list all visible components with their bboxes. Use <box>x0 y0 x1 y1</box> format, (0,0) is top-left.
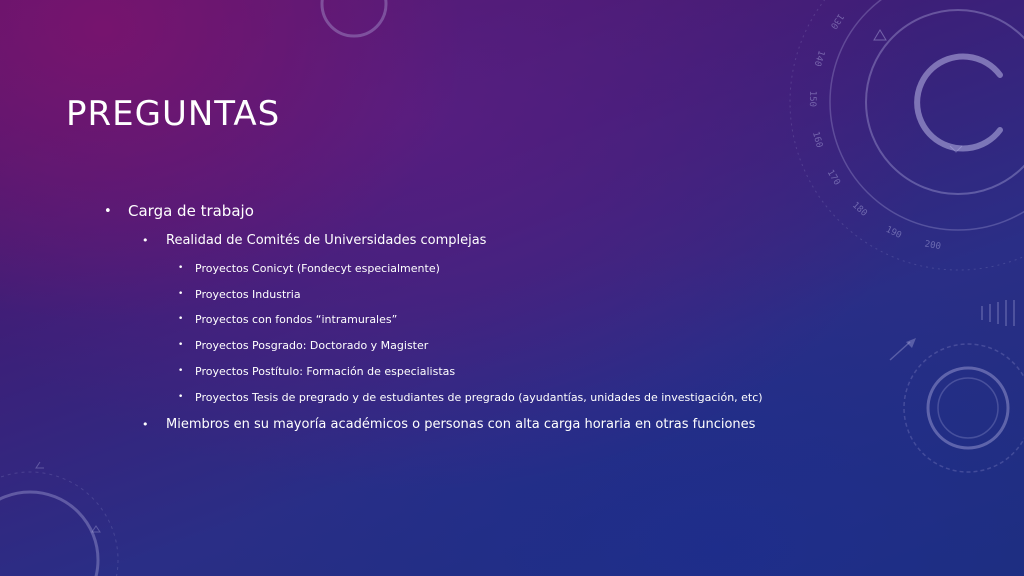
bullet-level1-item <box>104 202 254 220</box>
bullet-marker: • <box>104 204 112 219</box>
bullet-level3-item <box>178 391 763 404</box>
dial-tick-label: 170 <box>824 168 842 188</box>
bullet-text: Proyectos Conicyt (Fondecyt especialmente) <box>195 262 440 275</box>
bullet-text: Proyectos con fondos “intramurales” <box>195 313 398 326</box>
dial-tick-label: 160 <box>809 130 824 149</box>
bullet-marker: • <box>142 418 149 431</box>
bullet-text: Carga de trabajo <box>128 202 254 220</box>
dial-tick-label: 180 <box>849 200 869 219</box>
bullet-text: Proyectos Postítulo: Formación de especialistas <box>195 365 456 378</box>
bullet-level2-item <box>142 233 487 248</box>
bullet-marker: • <box>178 392 184 402</box>
bullet-text: Proyectos Posgrado: Doctorado y Magister <box>195 339 429 352</box>
bullet-text: Proyectos Tesis de pregrado y de estudiantes de pregrado (ayudantías, unidades de investigación, etc) <box>195 391 763 404</box>
bullet-marker: • <box>178 263 184 273</box>
bullet-level3-item <box>178 262 440 275</box>
bullet-level3-item <box>178 339 429 352</box>
dial-tick-label: 130 <box>827 11 846 31</box>
dial-tick-label: 190 <box>883 224 903 241</box>
bullet-marker: • <box>178 289 184 299</box>
bullet-level3-item <box>178 313 398 326</box>
bullet-level3-item <box>178 365 456 378</box>
dial-tick-label: 150 <box>806 90 818 108</box>
bullet-text: Miembros en su mayoría académicos o personas con alta carga horaria en otras funciones <box>166 417 756 432</box>
bullet-level2-item <box>142 417 756 432</box>
slide-title: PREGUNTAS <box>66 94 281 134</box>
bullet-marker: • <box>178 340 184 350</box>
bullet-level3-item <box>178 288 301 301</box>
bullet-marker: • <box>142 234 149 247</box>
bullet-marker: • <box>178 366 184 376</box>
bullet-marker: • <box>178 314 184 324</box>
dial-tick-label: 140 <box>811 48 826 68</box>
bullet-text: Proyectos Industria <box>195 288 301 301</box>
bullet-text: Realidad de Comités de Universidades complejas <box>166 233 487 248</box>
dial-tick-label: 200 <box>923 239 942 253</box>
